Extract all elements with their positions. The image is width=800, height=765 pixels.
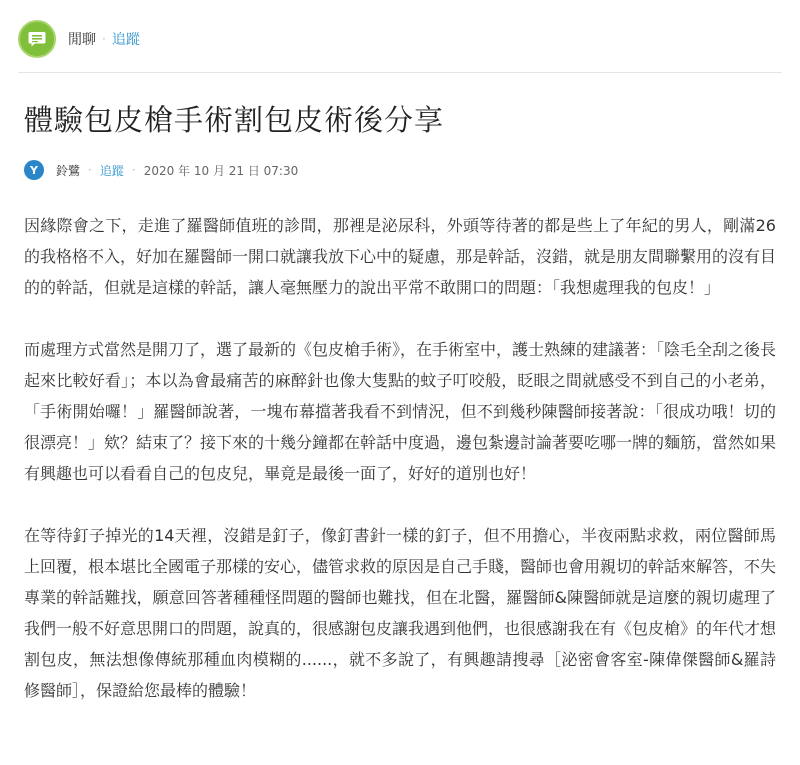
separator-dot: ·	[102, 32, 106, 46]
follow-forum-button[interactable]: 追蹤	[111, 32, 140, 48]
author-name[interactable]: 鈴鷺	[56, 163, 81, 178]
post-paragraph: 在等待釘子掉光的14天裡，沒錯是釘子，像釘書針一樣的釘子，但不用擔心，半夜兩點求救，兩位醫師馬上回覆，根本堪比全國電子那樣的安心，儘管求救的原因是自己手賤，醫師也會用親切的幹話來解答，不失專業的幹話難找，願意回答著種種怪問題的醫師也難找，但在北醫，羅醫師&陳醫師就是這麼的親切處理了我們一般不好意思開口的問題，說真的，很感謝包皮讓我遇到他們，也很感謝我在有《包皮槍》的年代才想割包皮，無法想像傳統那種血肉模糊的......，就不多說了，有興趣請搜尋［泌密會客室-陳偉傑醫師&羅詩修醫師］，保證給您最棒的體驗！	[24, 526, 777, 700]
forum-header	[18, 20, 140, 58]
chat-bubble-icon[interactable]	[18, 20, 56, 58]
post-body	[24, 210, 776, 737]
post-paragraph: 而處理方式當然是開刀了，選了最新的《包皮槍手術》，在手術室中，護士熟練的建議著：「陰毛全刮之後長起來比較好看」；本以為會最痛苦的麻醉針也像大隻點的蚊子叮咬般，眨眼之間就感受不到自己的小老弟，「手術開始囉！」羅醫師說著，一塊布幕擋著我看不到情況，但不到幾秒陳醫師接著說：「很成功哦！切的很漂亮！」欸？結束了？接下來的十幾分鐘都在幹話中度過，邊包紮邊討論著要吃哪一牌的麵筋，當然如果有興趣也可以看看自己的包皮兒，畢竟是最後一面了，好好的道別也好！	[24, 340, 777, 483]
post-paragraph: 因緣際會之下，走進了羅醫師值班的診間，那裡是泌尿科，外頭等待著的都是些上了年紀的男人，剛滿26的我格格不入，好加在羅醫師一開口就讓我放下心中的疑慮，那是幹話，沒錯，就是朋友間聯繫用的沒有目的的幹話，但就是這樣的幹話，讓人毫無壓力的說出平常不敢開口的問題：「我想處理我的包皮！」	[24, 216, 777, 297]
forum-name-link[interactable]: 閒聊	[68, 32, 96, 48]
forum-meta	[68, 29, 140, 49]
post-date: 2020 年 10 月 21 日 07:30	[143, 163, 299, 178]
chat-bubble-glyph	[27, 29, 47, 49]
follow-author-button[interactable]: 追蹤	[99, 163, 124, 178]
avatar[interactable]: Y	[24, 160, 44, 180]
header-divider	[18, 72, 782, 73]
post-title: 體驗包皮槍手術割包皮術後分享	[24, 103, 445, 137]
separator-dot: ·	[88, 163, 92, 177]
author-line	[24, 160, 298, 180]
separator-dot: ·	[131, 163, 136, 177]
